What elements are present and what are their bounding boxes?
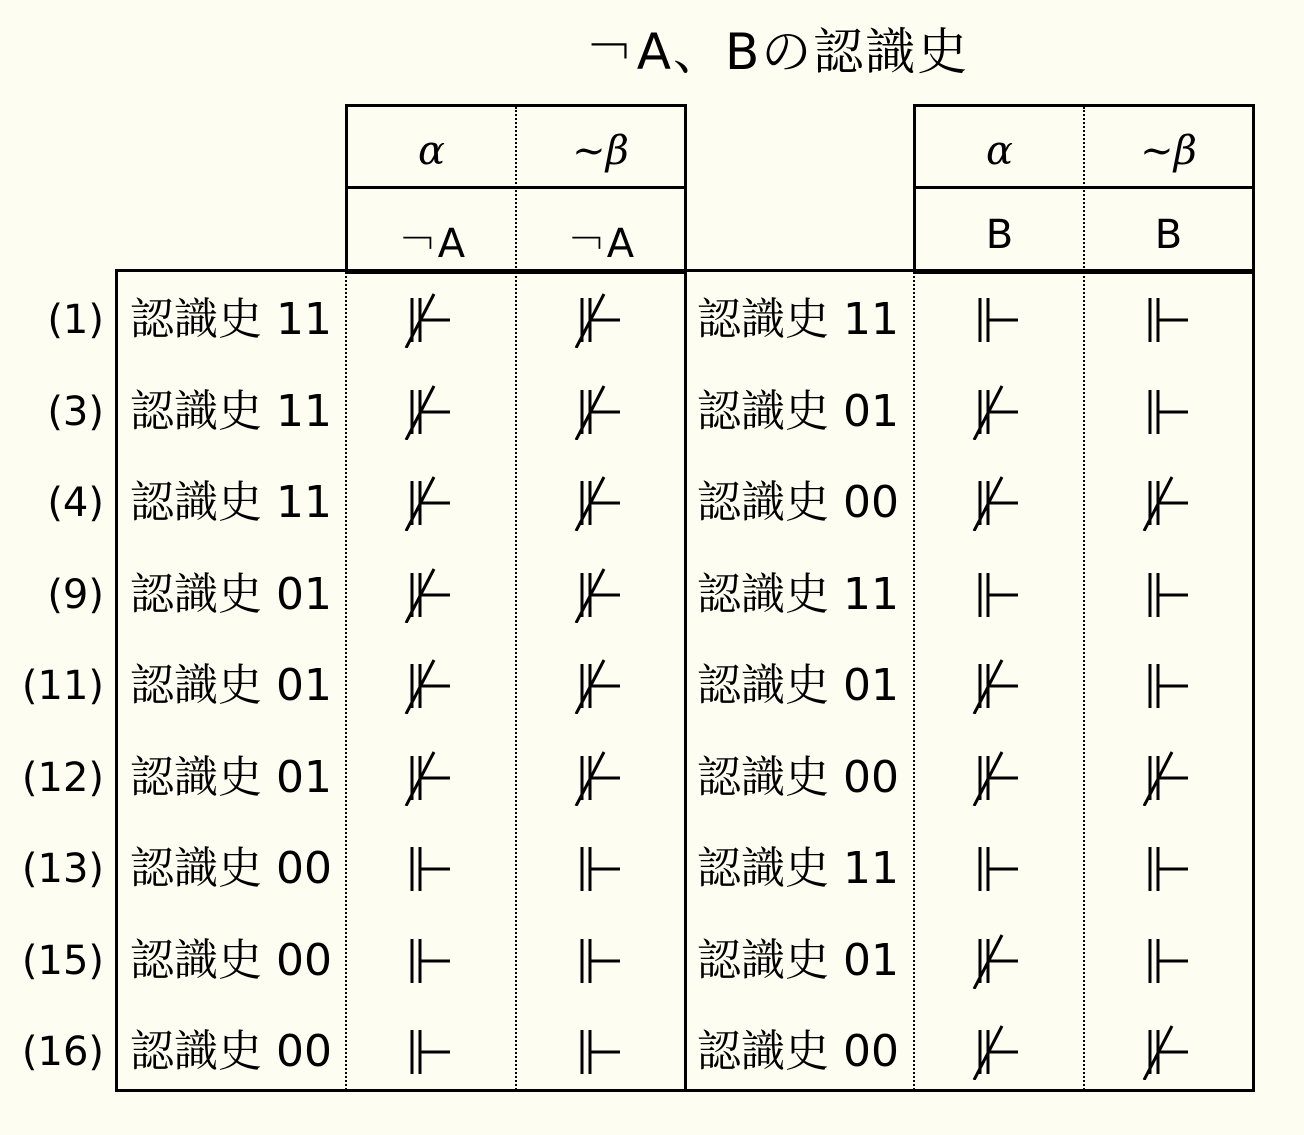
right-col1-symbol-not-models-icon	[958, 475, 1038, 531]
right-history-label: 認識史 00	[697, 477, 899, 528]
left-history-label: 認識史 01	[130, 568, 332, 620]
right-col2-symbol-not-models-icon	[1128, 750, 1208, 806]
left-col1-header: α	[417, 128, 445, 174]
right-col2-symbol-models-icon	[1128, 933, 1208, 989]
table-row	[0, 366, 1304, 458]
table-row	[0, 732, 1304, 824]
right-col2-symbol-models-icon	[1128, 384, 1208, 440]
left-col1-symbol-models-icon	[390, 1024, 470, 1080]
left-col2-symbol-not-models-icon	[560, 292, 640, 348]
right-history-label: 認識史 00	[697, 1026, 899, 1077]
left-col1-symbol-not-models-icon	[390, 658, 470, 714]
right-history-label: 認識史 01	[697, 934, 899, 986]
left-history-label: 認識史 11	[130, 385, 332, 437]
right-col1-header: α	[985, 128, 1013, 174]
right-history-label: 認識史 11	[697, 568, 899, 620]
right-col1-symbol-not-models-icon	[958, 933, 1038, 989]
table-row	[0, 823, 1304, 915]
left-col2-symbol-not-models-icon	[560, 384, 640, 440]
left-col2-symbol-not-models-icon	[560, 658, 640, 714]
right-col1-subheader: B	[985, 212, 1014, 258]
right-col1-symbol-not-models-icon	[958, 1024, 1038, 1080]
right-col2-symbol-not-models-icon	[1128, 1024, 1208, 1080]
right-col1-symbol-not-models-icon	[958, 750, 1038, 806]
row-number: (11)	[21, 663, 104, 709]
right-col1-symbol-models-icon	[958, 841, 1038, 897]
left-history-label: 認識史 01	[130, 660, 332, 711]
left-col1-symbol-not-models-icon	[390, 475, 470, 531]
left-col1-symbol-not-models-icon	[390, 292, 470, 348]
table-row	[0, 640, 1304, 732]
right-col2-symbol-models-icon	[1128, 841, 1208, 897]
table-row	[0, 915, 1304, 1007]
right-history-label: 認識史 01	[697, 660, 899, 711]
left-col2-subheader: ￢A	[566, 221, 635, 267]
left-col2-symbol-not-models-icon	[560, 567, 640, 623]
right-col2-symbol-not-models-icon	[1128, 475, 1208, 531]
left-history-label: 認識史 01	[130, 751, 332, 803]
left-col2-symbol-not-models-icon	[560, 475, 640, 531]
right-col2-symbol-models-icon	[1128, 292, 1208, 348]
left-col2-symbol-not-models-icon	[560, 750, 640, 806]
right-col2-subheader: B	[1154, 212, 1183, 258]
right-history-label: 認識史 01	[697, 385, 899, 437]
right-col1-symbol-models-icon	[958, 292, 1038, 348]
left-col1-symbol-not-models-icon	[390, 567, 470, 623]
right-col2-header: ~β	[1140, 128, 1197, 174]
right-col2-symbol-models-icon	[1128, 567, 1208, 623]
row-number: (4)	[47, 480, 104, 526]
row-number: (13)	[21, 846, 104, 892]
left-col2-symbol-models-icon	[560, 1024, 640, 1080]
left-history-label: 認識史 00	[130, 843, 332, 894]
left-history-label: 認識史 00	[130, 1026, 332, 1077]
right-col1-symbol-not-models-icon	[958, 384, 1038, 440]
left-col2-header: ~β	[572, 128, 629, 174]
row-number: (15)	[21, 937, 104, 984]
left-col1-symbol-models-icon	[390, 933, 470, 989]
row-number: (3)	[47, 388, 104, 435]
left-col2-symbol-models-icon	[560, 841, 640, 897]
left-history-label: 認識史 11	[130, 294, 332, 345]
left-col1-symbol-not-models-icon	[390, 384, 470, 440]
row-number: (12)	[21, 754, 104, 801]
row-number: (9)	[47, 571, 104, 618]
table-row	[0, 457, 1304, 549]
right-col1-symbol-not-models-icon	[958, 658, 1038, 714]
row-number: (16)	[21, 1029, 104, 1075]
page-title: ￢A、Bの認識史	[584, 23, 970, 81]
right-col2-symbol-models-icon	[1128, 658, 1208, 714]
right-history-label: 認識史 11	[697, 843, 899, 894]
left-col1-subheader: ￢A	[397, 221, 466, 267]
right-history-label: 認識史 11	[697, 294, 899, 345]
table-row	[0, 1006, 1304, 1098]
left-col2-symbol-models-icon	[560, 933, 640, 989]
left-history-label: 認識史 11	[130, 477, 332, 528]
left-col1-symbol-models-icon	[390, 841, 470, 897]
right-history-label: 認識史 00	[697, 751, 899, 803]
table-row	[0, 549, 1304, 641]
left-history-label: 認識史 00	[130, 934, 332, 986]
right-col1-symbol-models-icon	[958, 567, 1038, 623]
left-col1-symbol-not-models-icon	[390, 750, 470, 806]
table-row	[0, 274, 1304, 366]
row-number: (1)	[47, 297, 104, 343]
